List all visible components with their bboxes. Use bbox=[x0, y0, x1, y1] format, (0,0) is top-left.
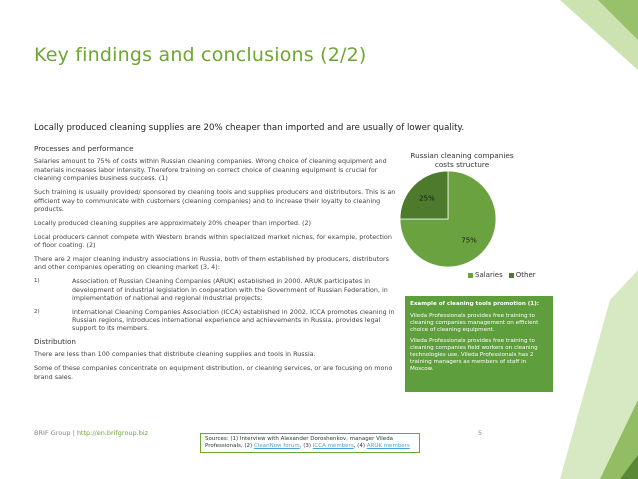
sources-sep: , (3) bbox=[299, 443, 313, 449]
chart-legend bbox=[468, 271, 536, 279]
legend-label: Other bbox=[515, 271, 536, 279]
legend-label: Salaries bbox=[475, 271, 503, 279]
sources-box bbox=[200, 433, 420, 453]
promotion-title: Example of cleaning tools promotion (1): bbox=[410, 301, 539, 307]
legend-item-other bbox=[509, 271, 536, 279]
distribution-heading: Distribution bbox=[34, 336, 76, 346]
paragraph-distributors: There are less than 100 companies that distribute cleaning supplies and tools in Russia. bbox=[34, 350, 316, 359]
list-item bbox=[34, 308, 396, 333]
list-item bbox=[34, 277, 396, 302]
footer-company bbox=[34, 429, 148, 437]
promotion-text-1: Vileda Professionals provides free training to cleaning companies management on efficient choice of cleaning equipment. bbox=[410, 313, 539, 333]
list-text: International Cleaning Companies Association (ICCA) established in 2002. ICCA promotes cleaning in Russian regions, introduces international experience and achievements in Russia, provides legal support to its members. bbox=[72, 307, 395, 333]
paragraph-associations: There are 2 major cleaning industry associations in Russia, both of them established by producers, distributors and other companies operating on cleaning market (3, 4): bbox=[34, 255, 389, 272]
paragraph-competition: Local producers cannot compete with Western brands within specialized market niches, for example, protection of floor coating. (2) bbox=[34, 232, 392, 250]
chart-title: Russian cleaning companies costs structure bbox=[410, 151, 514, 169]
promotion-box bbox=[405, 296, 553, 392]
sources-sep: , (4) bbox=[353, 443, 367, 449]
list-number: 1) bbox=[34, 278, 40, 285]
promotion-text-2: Vileda Professionals provides free training to cleaning companies field workers on cleaning technologies use. Vileda Professionals has 2 training managers as members of staff in Moscow. bbox=[410, 337, 538, 372]
association-list bbox=[34, 277, 396, 332]
legend-item-salaries bbox=[468, 271, 503, 279]
aruk-members-link[interactable]: ARUK members bbox=[366, 443, 410, 449]
company-name: BRIF Group | bbox=[34, 429, 77, 437]
processes-heading: Processes and performance bbox=[34, 144, 134, 153]
paragraph-salaries: Salaries amount to 75% of costs within Russian cleaning companies. Wrong choice of cleaning equipment and materials increases labor intensity. Therefore training on correct choice of cleaning equipment is crucial for cleaning companies business success. (1) bbox=[34, 157, 387, 183]
sources-text: Sources: (1) Interview with Alexander Doroshenkov, manager Vileda Professionals, (2) bbox=[205, 436, 394, 449]
headline: Locally produced cleaning supplies are 20% cheaper than imported and are usually of lower quality. bbox=[34, 123, 465, 133]
list-text: Association of Russian Cleaning Companies (ARUK) established in 2000. ARUK participates in development of industrial legislation in cooperation with the Government of Russian Federation, in implementation of national and regional industrial projects; bbox=[72, 277, 388, 303]
list-number: 2) bbox=[34, 308, 40, 315]
pie-label-other: 25% bbox=[419, 194, 435, 203]
icca-members-link[interactable]: ICCA members bbox=[312, 443, 354, 449]
cleannow-forum-link[interactable]: CleanNow forum bbox=[253, 443, 300, 449]
legend-swatch bbox=[509, 273, 514, 278]
pie-chart bbox=[398, 169, 498, 269]
paragraph-focus: Some of these companies concentrate on equipment distribution, or cleaning services, or are focusing on mono brand sales. bbox=[34, 364, 393, 381]
paragraph-price: Locally produced cleaning supplies are approximately 20% cheaper than imported. (2) bbox=[34, 218, 312, 227]
company-url-link[interactable]: http://en.brifgroup.biz bbox=[76, 429, 149, 437]
body-text bbox=[34, 145, 396, 386]
legend-swatch bbox=[468, 273, 473, 278]
paragraph-training: Such training is usually provided/ sponsored by cleaning tools and supplies producers and distributors. This is an efficient way to communicate with customers (cleaning companies) and to increase their loyalty to cleaning products. bbox=[34, 188, 396, 213]
page-number: 5 bbox=[478, 429, 483, 437]
slide-title: Key findings and conclusions (2/2) bbox=[34, 44, 367, 66]
pie-label-salaries: 75% bbox=[461, 236, 477, 245]
